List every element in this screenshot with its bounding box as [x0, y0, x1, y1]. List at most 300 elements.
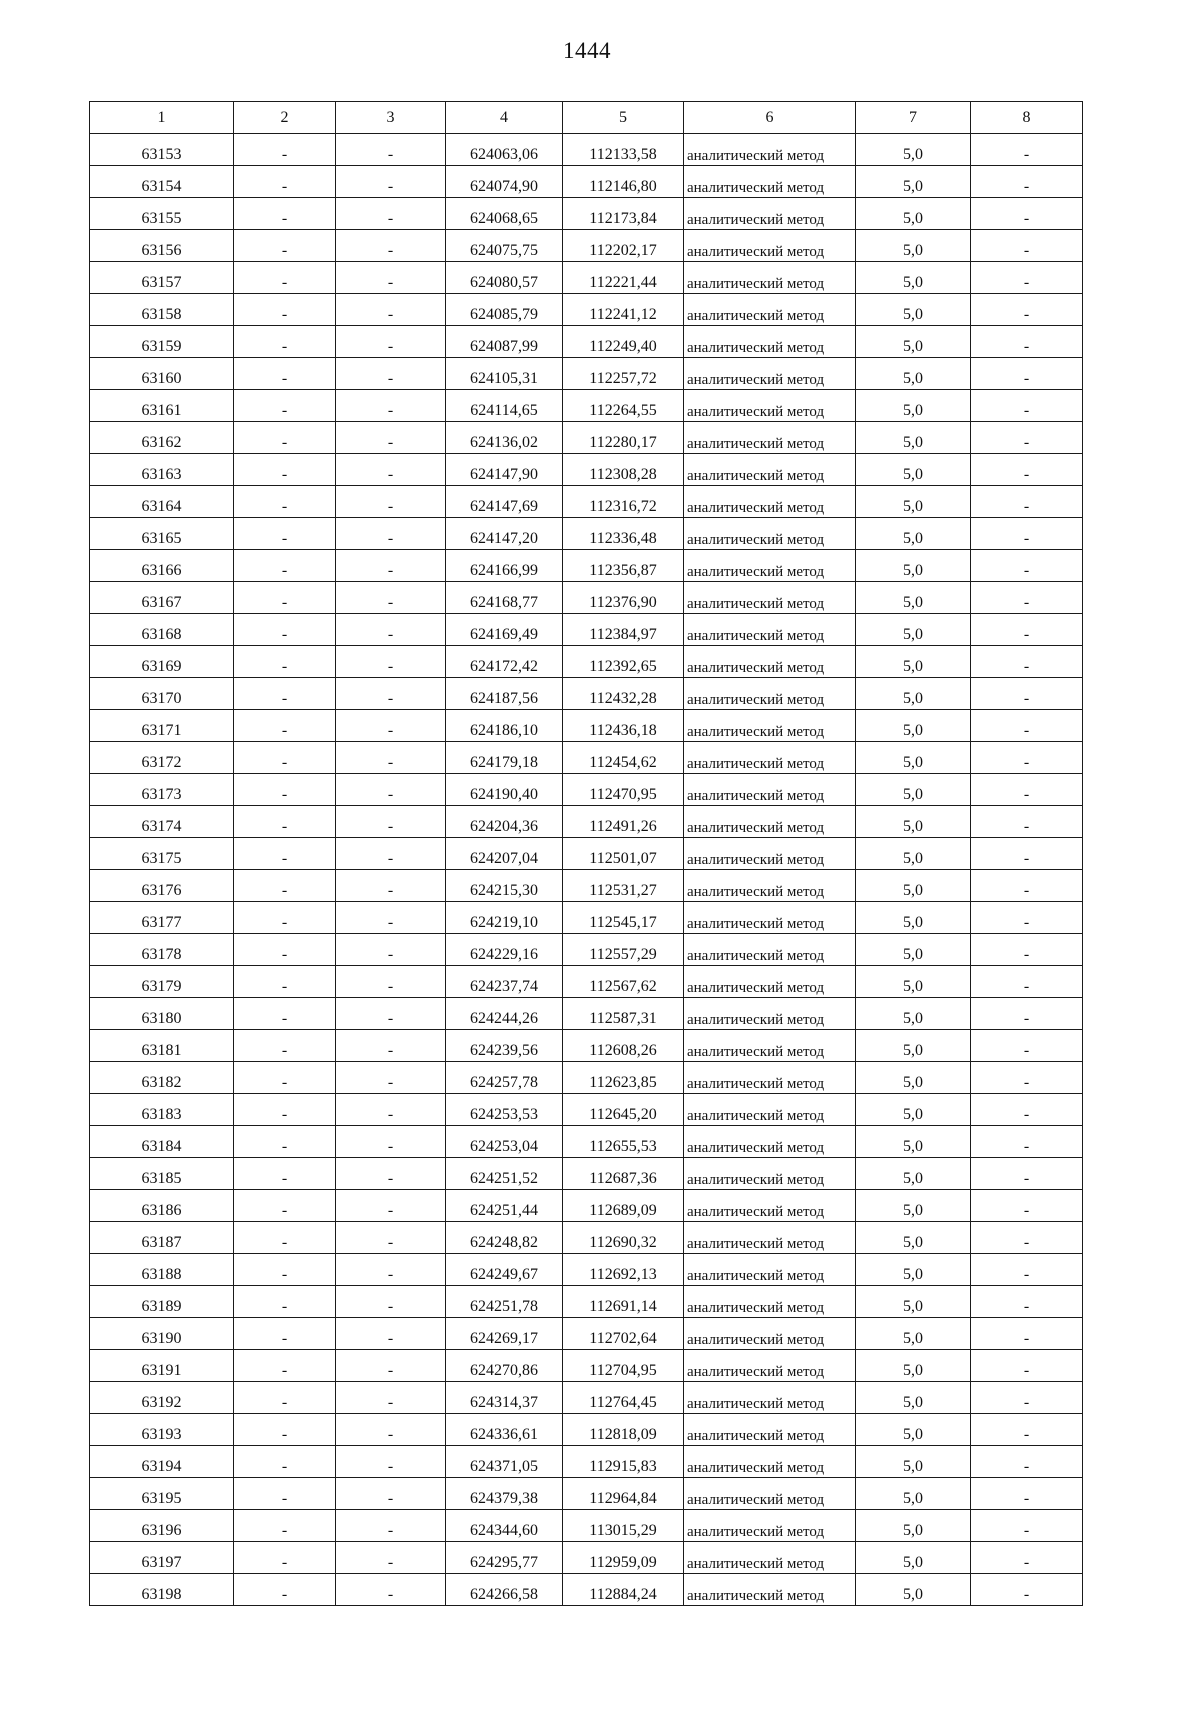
- col8-cell: -: [971, 1318, 1083, 1350]
- method-cell: аналитический метод: [684, 582, 856, 614]
- col8-cell: -: [971, 550, 1083, 582]
- col3-cell: -: [336, 710, 446, 742]
- column-header: 2: [234, 102, 336, 134]
- point-number-cell: 63180: [90, 998, 234, 1030]
- method-cell: аналитический метод: [684, 1446, 856, 1478]
- col3-cell: -: [336, 518, 446, 550]
- method-cell: аналитический метод: [684, 1254, 856, 1286]
- col2-cell: -: [234, 1126, 336, 1158]
- col2-cell: -: [234, 742, 336, 774]
- accuracy-cell: 5,0: [856, 966, 971, 998]
- x-coordinate-cell: 624085,79: [446, 294, 563, 326]
- y-coordinate-cell: 112690,32: [563, 1222, 684, 1254]
- point-number-cell: 63177: [90, 902, 234, 934]
- table-row: [90, 550, 1083, 582]
- col8-cell: -: [971, 774, 1083, 806]
- y-coordinate-cell: 112454,62: [563, 742, 684, 774]
- table-row: [90, 1542, 1083, 1574]
- col3-cell: -: [336, 390, 446, 422]
- col8-cell: -: [971, 1094, 1083, 1126]
- point-number-cell: 63163: [90, 454, 234, 486]
- accuracy-cell: 5,0: [856, 1446, 971, 1478]
- accuracy-cell: 5,0: [856, 870, 971, 902]
- y-coordinate-cell: 112645,20: [563, 1094, 684, 1126]
- x-coordinate-cell: 624147,69: [446, 486, 563, 518]
- col2-cell: -: [234, 198, 336, 230]
- accuracy-cell: 5,0: [856, 1382, 971, 1414]
- method-cell: аналитический метод: [684, 1318, 856, 1350]
- point-number-cell: 63189: [90, 1286, 234, 1318]
- point-number-cell: 63161: [90, 390, 234, 422]
- x-coordinate-cell: 624253,04: [446, 1126, 563, 1158]
- accuracy-cell: 5,0: [856, 1030, 971, 1062]
- point-number-cell: 63174: [90, 806, 234, 838]
- col3-cell: -: [336, 1030, 446, 1062]
- x-coordinate-cell: 624248,82: [446, 1222, 563, 1254]
- point-number-cell: 63194: [90, 1446, 234, 1478]
- col2-cell: -: [234, 646, 336, 678]
- method-cell: аналитический метод: [684, 1222, 856, 1254]
- x-coordinate-cell: 624186,10: [446, 710, 563, 742]
- method-cell: аналитический метод: [684, 1350, 856, 1382]
- table-row: [90, 678, 1083, 710]
- accuracy-cell: 5,0: [856, 1510, 971, 1542]
- accuracy-cell: 5,0: [856, 230, 971, 262]
- column-header: 6: [684, 102, 856, 134]
- col8-cell: -: [971, 1382, 1083, 1414]
- method-cell: аналитический метод: [684, 486, 856, 518]
- method-cell: аналитический метод: [684, 710, 856, 742]
- y-coordinate-cell: 112691,14: [563, 1286, 684, 1318]
- y-coordinate-cell: 112764,45: [563, 1382, 684, 1414]
- col2-cell: -: [234, 1094, 336, 1126]
- method-cell: аналитический метод: [684, 422, 856, 454]
- accuracy-cell: 5,0: [856, 198, 971, 230]
- point-number-cell: 63157: [90, 262, 234, 294]
- col3-cell: -: [336, 998, 446, 1030]
- x-coordinate-cell: 624168,77: [446, 582, 563, 614]
- col2-cell: -: [234, 678, 336, 710]
- table-header-row: [90, 102, 1083, 134]
- table-row: [90, 134, 1083, 166]
- accuracy-cell: 5,0: [856, 1574, 971, 1606]
- col3-cell: -: [336, 838, 446, 870]
- table-row: [90, 1158, 1083, 1190]
- column-header: 7: [856, 102, 971, 134]
- col8-cell: -: [971, 870, 1083, 902]
- method-cell: аналитический метод: [684, 518, 856, 550]
- accuracy-cell: 5,0: [856, 294, 971, 326]
- table-row: [90, 230, 1083, 262]
- col8-cell: -: [971, 486, 1083, 518]
- accuracy-cell: 5,0: [856, 998, 971, 1030]
- accuracy-cell: 5,0: [856, 422, 971, 454]
- y-coordinate-cell: 112557,29: [563, 934, 684, 966]
- accuracy-cell: 5,0: [856, 1126, 971, 1158]
- col2-cell: -: [234, 1542, 336, 1574]
- accuracy-cell: 5,0: [856, 678, 971, 710]
- table-row: [90, 582, 1083, 614]
- x-coordinate-cell: 624249,67: [446, 1254, 563, 1286]
- accuracy-cell: 5,0: [856, 166, 971, 198]
- col3-cell: -: [336, 1222, 446, 1254]
- x-coordinate-cell: 624239,56: [446, 1030, 563, 1062]
- table-body: [90, 134, 1083, 1606]
- accuracy-cell: 5,0: [856, 710, 971, 742]
- col3-cell: -: [336, 1478, 446, 1510]
- accuracy-cell: 5,0: [856, 838, 971, 870]
- point-number-cell: 63187: [90, 1222, 234, 1254]
- method-cell: аналитический метод: [684, 806, 856, 838]
- col2-cell: -: [234, 134, 336, 166]
- x-coordinate-cell: 624114,65: [446, 390, 563, 422]
- coordinates-table: [89, 101, 1083, 1606]
- point-number-cell: 63170: [90, 678, 234, 710]
- point-number-cell: 63186: [90, 1190, 234, 1222]
- table-row: [90, 614, 1083, 646]
- point-number-cell: 63155: [90, 198, 234, 230]
- col2-cell: -: [234, 1414, 336, 1446]
- col8-cell: -: [971, 1414, 1083, 1446]
- point-number-cell: 63164: [90, 486, 234, 518]
- col3-cell: -: [336, 550, 446, 582]
- col2-cell: -: [234, 422, 336, 454]
- column-header: 4: [446, 102, 563, 134]
- col2-cell: -: [234, 966, 336, 998]
- page-number: 1444: [563, 38, 611, 63]
- method-cell: аналитический метод: [684, 166, 856, 198]
- method-cell: аналитический метод: [684, 1382, 856, 1414]
- col3-cell: -: [336, 1126, 446, 1158]
- col3-cell: -: [336, 454, 446, 486]
- table-row: [90, 1414, 1083, 1446]
- method-cell: аналитический метод: [684, 1094, 856, 1126]
- x-coordinate-cell: 624251,44: [446, 1190, 563, 1222]
- point-number-cell: 63165: [90, 518, 234, 550]
- method-cell: аналитический метод: [684, 966, 856, 998]
- point-number-cell: 63162: [90, 422, 234, 454]
- point-number-cell: 63156: [90, 230, 234, 262]
- point-number-cell: 63181: [90, 1030, 234, 1062]
- col8-cell: -: [971, 1254, 1083, 1286]
- point-number-cell: 63198: [90, 1574, 234, 1606]
- x-coordinate-cell: 624219,10: [446, 902, 563, 934]
- table-row: [90, 870, 1083, 902]
- x-coordinate-cell: 624063,06: [446, 134, 563, 166]
- x-coordinate-cell: 624207,04: [446, 838, 563, 870]
- col3-cell: -: [336, 358, 446, 390]
- x-coordinate-cell: 624251,52: [446, 1158, 563, 1190]
- table-row: [90, 1510, 1083, 1542]
- x-coordinate-cell: 624187,56: [446, 678, 563, 710]
- y-coordinate-cell: 112704,95: [563, 1350, 684, 1382]
- y-coordinate-cell: 112687,36: [563, 1158, 684, 1190]
- method-cell: аналитический метод: [684, 934, 856, 966]
- method-cell: аналитический метод: [684, 838, 856, 870]
- accuracy-cell: 5,0: [856, 1478, 971, 1510]
- table-row: [90, 1126, 1083, 1158]
- method-cell: аналитический метод: [684, 678, 856, 710]
- col8-cell: -: [971, 358, 1083, 390]
- col2-cell: -: [234, 486, 336, 518]
- accuracy-cell: 5,0: [856, 134, 971, 166]
- point-number-cell: 63153: [90, 134, 234, 166]
- col8-cell: -: [971, 934, 1083, 966]
- x-coordinate-cell: 624080,57: [446, 262, 563, 294]
- col3-cell: -: [336, 806, 446, 838]
- method-cell: аналитический метод: [684, 134, 856, 166]
- accuracy-cell: 5,0: [856, 1254, 971, 1286]
- x-coordinate-cell: 624237,74: [446, 966, 563, 998]
- table-row: [90, 422, 1083, 454]
- point-number-cell: 63169: [90, 646, 234, 678]
- x-coordinate-cell: 624169,49: [446, 614, 563, 646]
- col8-cell: -: [971, 1350, 1083, 1382]
- col3-cell: -: [336, 1158, 446, 1190]
- y-coordinate-cell: 112470,95: [563, 774, 684, 806]
- accuracy-cell: 5,0: [856, 1318, 971, 1350]
- y-coordinate-cell: 112915,83: [563, 1446, 684, 1478]
- point-number-cell: 63185: [90, 1158, 234, 1190]
- y-coordinate-cell: 112567,62: [563, 966, 684, 998]
- accuracy-cell: 5,0: [856, 1094, 971, 1126]
- accuracy-cell: 5,0: [856, 454, 971, 486]
- table-row: [90, 1318, 1083, 1350]
- col3-cell: -: [336, 1542, 446, 1574]
- accuracy-cell: 5,0: [856, 774, 971, 806]
- table-row: [90, 1094, 1083, 1126]
- x-coordinate-cell: 624215,30: [446, 870, 563, 902]
- y-coordinate-cell: 112818,09: [563, 1414, 684, 1446]
- table-row: [90, 710, 1083, 742]
- y-coordinate-cell: 112623,85: [563, 1062, 684, 1094]
- x-coordinate-cell: 624270,86: [446, 1350, 563, 1382]
- y-coordinate-cell: 112531,27: [563, 870, 684, 902]
- table-row: [90, 486, 1083, 518]
- col2-cell: -: [234, 902, 336, 934]
- col8-cell: -: [971, 614, 1083, 646]
- y-coordinate-cell: 112264,55: [563, 390, 684, 422]
- col3-cell: -: [336, 1446, 446, 1478]
- table-row: [90, 1478, 1083, 1510]
- x-coordinate-cell: 624379,38: [446, 1478, 563, 1510]
- point-number-cell: 63195: [90, 1478, 234, 1510]
- col3-cell: -: [336, 1254, 446, 1286]
- point-number-cell: 63183: [90, 1094, 234, 1126]
- point-number-cell: 63173: [90, 774, 234, 806]
- y-coordinate-cell: 112336,48: [563, 518, 684, 550]
- x-coordinate-cell: 624136,02: [446, 422, 563, 454]
- column-header: 1: [90, 102, 234, 134]
- x-coordinate-cell: 624087,99: [446, 326, 563, 358]
- col3-cell: -: [336, 646, 446, 678]
- method-cell: аналитический метод: [684, 1030, 856, 1062]
- accuracy-cell: 5,0: [856, 1286, 971, 1318]
- table-row: [90, 166, 1083, 198]
- point-number-cell: 63184: [90, 1126, 234, 1158]
- col2-cell: -: [234, 518, 336, 550]
- col8-cell: -: [971, 198, 1083, 230]
- y-coordinate-cell: 112587,31: [563, 998, 684, 1030]
- col3-cell: -: [336, 966, 446, 998]
- y-coordinate-cell: 112356,87: [563, 550, 684, 582]
- y-coordinate-cell: 112501,07: [563, 838, 684, 870]
- col3-cell: -: [336, 1510, 446, 1542]
- col2-cell: -: [234, 934, 336, 966]
- point-number-cell: 63168: [90, 614, 234, 646]
- y-coordinate-cell: 112608,26: [563, 1030, 684, 1062]
- method-cell: аналитический метод: [684, 1158, 856, 1190]
- col8-cell: -: [971, 1222, 1083, 1254]
- x-coordinate-cell: 624147,90: [446, 454, 563, 486]
- accuracy-cell: 5,0: [856, 326, 971, 358]
- col8-cell: -: [971, 998, 1083, 1030]
- col2-cell: -: [234, 262, 336, 294]
- accuracy-cell: 5,0: [856, 806, 971, 838]
- method-cell: аналитический метод: [684, 1510, 856, 1542]
- col3-cell: -: [336, 1318, 446, 1350]
- method-cell: аналитический метод: [684, 454, 856, 486]
- col3-cell: -: [336, 134, 446, 166]
- col8-cell: -: [971, 646, 1083, 678]
- col2-cell: -: [234, 1222, 336, 1254]
- y-coordinate-cell: 112241,12: [563, 294, 684, 326]
- col3-cell: -: [336, 902, 446, 934]
- table-row: [90, 742, 1083, 774]
- col2-cell: -: [234, 326, 336, 358]
- col2-cell: -: [234, 294, 336, 326]
- table-row: [90, 934, 1083, 966]
- accuracy-cell: 5,0: [856, 550, 971, 582]
- y-coordinate-cell: 112257,72: [563, 358, 684, 390]
- col8-cell: -: [971, 806, 1083, 838]
- col3-cell: -: [336, 1094, 446, 1126]
- x-coordinate-cell: 624105,31: [446, 358, 563, 390]
- method-cell: аналитический метод: [684, 646, 856, 678]
- col8-cell: -: [971, 902, 1083, 934]
- col3-cell: -: [336, 742, 446, 774]
- accuracy-cell: 5,0: [856, 742, 971, 774]
- col2-cell: -: [234, 1350, 336, 1382]
- col2-cell: -: [234, 838, 336, 870]
- table-row: [90, 1350, 1083, 1382]
- accuracy-cell: 5,0: [856, 646, 971, 678]
- col3-cell: -: [336, 1062, 446, 1094]
- col3-cell: -: [336, 1414, 446, 1446]
- col3-cell: -: [336, 870, 446, 902]
- col8-cell: -: [971, 1286, 1083, 1318]
- point-number-cell: 63193: [90, 1414, 234, 1446]
- col2-cell: -: [234, 1318, 336, 1350]
- x-coordinate-cell: 624371,05: [446, 1446, 563, 1478]
- col8-cell: -: [971, 1030, 1083, 1062]
- table-row: [90, 966, 1083, 998]
- col3-cell: -: [336, 1286, 446, 1318]
- point-number-cell: 63166: [90, 550, 234, 582]
- x-coordinate-cell: 624257,78: [446, 1062, 563, 1094]
- col3-cell: -: [336, 1574, 446, 1606]
- x-coordinate-cell: 624266,58: [446, 1574, 563, 1606]
- accuracy-cell: 5,0: [856, 518, 971, 550]
- col8-cell: -: [971, 1158, 1083, 1190]
- table-row: [90, 902, 1083, 934]
- col2-cell: -: [234, 1478, 336, 1510]
- table-row: [90, 390, 1083, 422]
- table-row: [90, 1446, 1083, 1478]
- col2-cell: -: [234, 1286, 336, 1318]
- y-coordinate-cell: 112692,13: [563, 1254, 684, 1286]
- col8-cell: -: [971, 166, 1083, 198]
- method-cell: аналитический метод: [684, 998, 856, 1030]
- y-coordinate-cell: 112491,26: [563, 806, 684, 838]
- table-row: [90, 646, 1083, 678]
- col2-cell: -: [234, 582, 336, 614]
- method-cell: аналитический метод: [684, 358, 856, 390]
- y-coordinate-cell: 112436,18: [563, 710, 684, 742]
- method-cell: аналитический метод: [684, 902, 856, 934]
- col3-cell: -: [336, 678, 446, 710]
- col2-cell: -: [234, 806, 336, 838]
- col2-cell: -: [234, 870, 336, 902]
- x-coordinate-cell: 624244,26: [446, 998, 563, 1030]
- accuracy-cell: 5,0: [856, 614, 971, 646]
- method-cell: аналитический метод: [684, 390, 856, 422]
- point-number-cell: 63171: [90, 710, 234, 742]
- y-coordinate-cell: 113015,29: [563, 1510, 684, 1542]
- table-row: [90, 1222, 1083, 1254]
- col8-cell: -: [971, 710, 1083, 742]
- col2-cell: -: [234, 550, 336, 582]
- col3-cell: -: [336, 326, 446, 358]
- col8-cell: -: [971, 230, 1083, 262]
- col2-cell: -: [234, 1158, 336, 1190]
- method-cell: аналитический метод: [684, 614, 856, 646]
- x-coordinate-cell: 624147,20: [446, 518, 563, 550]
- col2-cell: -: [234, 166, 336, 198]
- accuracy-cell: 5,0: [856, 358, 971, 390]
- col3-cell: -: [336, 230, 446, 262]
- table-row: [90, 1254, 1083, 1286]
- col8-cell: -: [971, 326, 1083, 358]
- y-coordinate-cell: 112884,24: [563, 1574, 684, 1606]
- y-coordinate-cell: 112146,80: [563, 166, 684, 198]
- point-number-cell: 63197: [90, 1542, 234, 1574]
- col8-cell: -: [971, 966, 1083, 998]
- col3-cell: -: [336, 582, 446, 614]
- method-cell: аналитический метод: [684, 1478, 856, 1510]
- table-row: [90, 518, 1083, 550]
- point-number-cell: 63154: [90, 166, 234, 198]
- x-coordinate-cell: 624251,78: [446, 1286, 563, 1318]
- accuracy-cell: 5,0: [856, 262, 971, 294]
- point-number-cell: 63182: [90, 1062, 234, 1094]
- y-coordinate-cell: 112133,58: [563, 134, 684, 166]
- method-cell: аналитический метод: [684, 1126, 856, 1158]
- table-row: [90, 1062, 1083, 1094]
- point-number-cell: 63188: [90, 1254, 234, 1286]
- x-coordinate-cell: 624229,16: [446, 934, 563, 966]
- col8-cell: -: [971, 742, 1083, 774]
- accuracy-cell: 5,0: [856, 934, 971, 966]
- col8-cell: -: [971, 134, 1083, 166]
- col8-cell: -: [971, 390, 1083, 422]
- y-coordinate-cell: 112655,53: [563, 1126, 684, 1158]
- point-number-cell: 63159: [90, 326, 234, 358]
- x-coordinate-cell: 624074,90: [446, 166, 563, 198]
- y-coordinate-cell: 112221,44: [563, 262, 684, 294]
- point-number-cell: 63191: [90, 1350, 234, 1382]
- col3-cell: -: [336, 614, 446, 646]
